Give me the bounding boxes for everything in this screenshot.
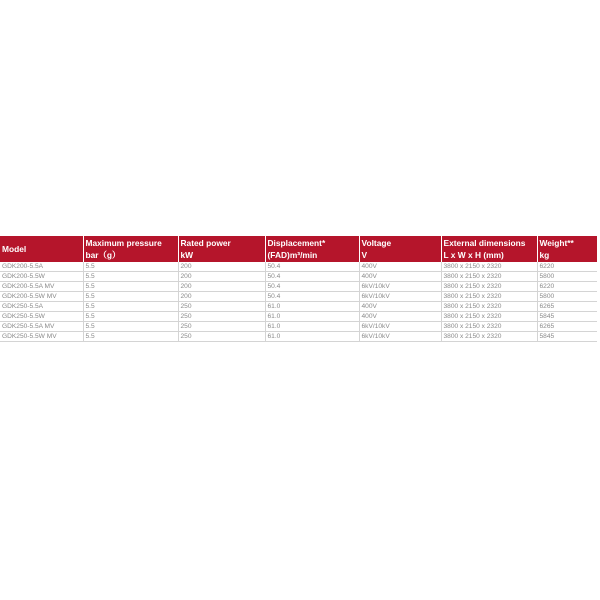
header-displacement [265,236,359,262]
cell-model: GDK250-5.5W [0,312,83,322]
cell-dimensions: 3800 x 2150 x 2320 [441,332,537,342]
table-header-row [0,236,597,262]
cell-model: GDK200-5.5W [0,272,83,282]
header-voltage [359,236,441,262]
specifications-table [0,236,597,342]
cell-dimensions: 3800 x 2150 x 2320 [441,262,537,272]
cell-weight: 6220 [537,262,597,272]
header-model [0,236,83,262]
cell-voltage: 6kV/10kV [359,322,441,332]
header-unit: V [361,250,368,260]
cell-displacement: 50.4 [265,262,359,272]
table-row [0,302,597,312]
cell-power: 200 [178,292,265,302]
cell-weight: 5800 [537,292,597,302]
cell-voltage: 400V [359,302,441,312]
cell-dimensions: 3800 x 2150 x 2320 [441,292,537,302]
cell-model: GDK200-5.5W MV [0,292,83,302]
cell-power: 200 [178,262,265,272]
table-row [0,312,597,322]
cell-displacement: 61.0 [265,312,359,322]
cell-power: 250 [178,332,265,342]
table-row [0,322,597,332]
cell-model: GDK200-5.5A [0,262,83,272]
header-weight [537,236,597,262]
header-label: Displacement* [267,238,326,248]
header-rated-power [178,236,265,262]
cell-dimensions: 3800 x 2150 x 2320 [441,322,537,332]
cell-weight: 5800 [537,272,597,282]
cell-displacement: 50.4 [265,272,359,282]
header-label: Weight** [539,238,574,248]
cell-pressure: 5.5 [83,332,178,342]
header-external-dimensions [441,236,537,262]
cell-voltage: 400V [359,262,441,272]
cell-weight: 6220 [537,282,597,292]
table-row [0,332,597,342]
cell-displacement: 61.0 [265,322,359,332]
cell-power: 200 [178,272,265,282]
table-row [0,272,597,282]
header-unit: (FAD)m³/min [267,250,318,260]
cell-displacement: 61.0 [265,302,359,312]
cell-dimensions: 3800 x 2150 x 2320 [441,302,537,312]
cell-weight: 5845 [537,332,597,342]
cell-model: GDK200-5.5A MV [0,282,83,292]
header-label: Voltage [361,238,392,248]
header-label: Rated power [180,238,231,248]
header-unit: L x W x H (mm) [443,250,504,260]
cell-model: GDK250-5.5A MV [0,322,83,332]
cell-power: 250 [178,312,265,322]
cell-pressure: 5.5 [83,262,178,272]
cell-power: 250 [178,302,265,312]
table-row [0,282,597,292]
header-maximum-pressure [83,236,178,262]
cell-pressure: 5.5 [83,322,178,332]
cell-power: 250 [178,322,265,332]
cell-model: GDK250-5.5A [0,302,83,312]
header-unit: kW [180,250,194,260]
header-unit: bar（g） [85,250,121,260]
cell-pressure: 5.5 [83,312,178,322]
cell-model: GDK250-5.5W MV [0,332,83,342]
cell-displacement: 50.4 [265,292,359,302]
table-row [0,292,597,302]
header-unit: kg [539,250,550,260]
header-label: Maximum pressure [85,238,162,248]
cell-displacement: 61.0 [265,332,359,342]
cell-voltage: 6kV/10kV [359,282,441,292]
cell-pressure: 5.5 [83,272,178,282]
cell-dimensions: 3800 x 2150 x 2320 [441,312,537,322]
cell-displacement: 50.4 [265,282,359,292]
cell-pressure: 5.5 [83,282,178,292]
cell-voltage: 6kV/10kV [359,332,441,342]
cell-dimensions: 3800 x 2150 x 2320 [441,282,537,292]
cell-weight: 6265 [537,302,597,312]
cell-voltage: 400V [359,312,441,322]
cell-pressure: 5.5 [83,292,178,302]
cell-voltage: 400V [359,272,441,282]
cell-power: 200 [178,282,265,292]
header-label: External dimensions [443,238,526,248]
cell-pressure: 5.5 [83,302,178,312]
table-row [0,262,597,272]
cell-weight: 6265 [537,322,597,332]
header-label: Model [2,244,27,254]
cell-dimensions: 3800 x 2150 x 2320 [441,272,537,282]
cell-voltage: 6kV/10kV [359,292,441,302]
cell-weight: 5845 [537,312,597,322]
